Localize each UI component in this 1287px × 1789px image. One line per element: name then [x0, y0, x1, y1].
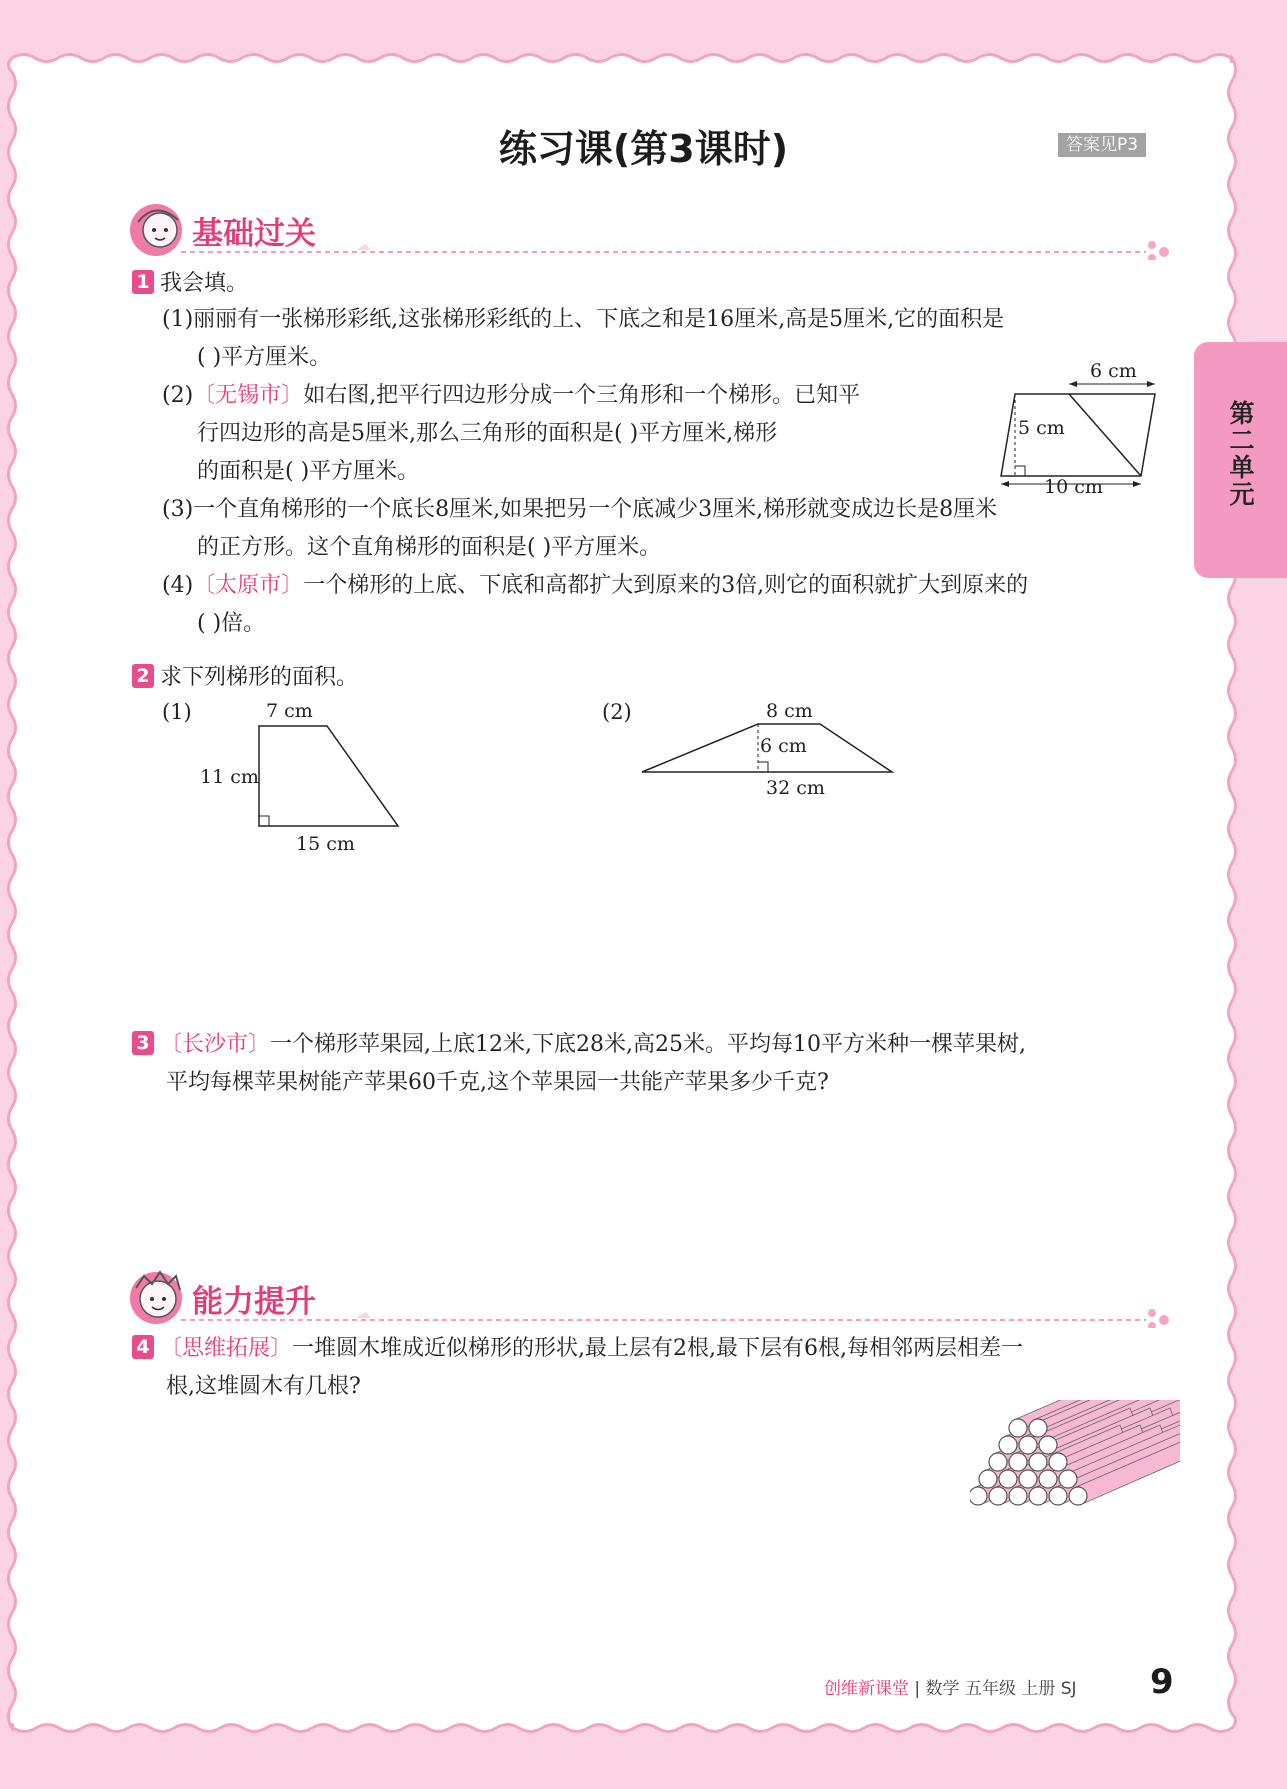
q1-part1-line1: (1)丽丽有一张梯形彩纸,这张梯形彩纸的上、下底之和是16厘米,高是5厘米,它的面积是 — [162, 307, 1005, 332]
log-end — [1049, 1487, 1067, 1505]
question-3-line2: 平均每棵苹果树能产苹果60千克,这个苹果园一共能产苹果多少千克? — [166, 1070, 829, 1095]
log-end — [1019, 1436, 1037, 1454]
q1-part4-prefix: (4) — [162, 573, 194, 598]
log-end — [1009, 1487, 1027, 1505]
log-end — [970, 1487, 987, 1505]
question-4-line1 — [132, 1330, 1023, 1368]
log-end — [1029, 1419, 1047, 1437]
region-tag: 〔无锡市〕 — [193, 383, 304, 408]
q1-part2-line3: 的面积是( )平方厘米。 — [197, 459, 420, 484]
log-end — [1019, 1470, 1037, 1488]
footer-book-info — [824, 1674, 1077, 1699]
log-end — [989, 1453, 1007, 1471]
log-end — [989, 1487, 1007, 1505]
question-4-line2: 根,这堆圆木有几根? — [166, 1374, 361, 1399]
question-1-heading — [132, 266, 248, 297]
q1-part2-line1 — [162, 377, 860, 415]
log-end — [1029, 1453, 1047, 1471]
answer-reference-badge: 答案见P3 — [1058, 133, 1146, 157]
q1-part4-line2: ( )倍。 — [197, 611, 266, 636]
q2-fig1-bottom-label: 15 cm — [296, 833, 355, 855]
question-2-heading — [132, 660, 358, 691]
footer-details: | 数学 五年级 上册 SJ — [914, 1679, 1077, 1699]
q2-fig2-top-label: 8 cm — [766, 700, 813, 722]
region-tag: 〔太原市〕 — [193, 573, 304, 598]
log-end — [979, 1470, 997, 1488]
log-end — [1059, 1470, 1077, 1488]
parallelogram-top-label: 6 cm — [1090, 360, 1137, 382]
region-tag: 〔长沙市〕 — [160, 1032, 271, 1057]
q1-part3-line2: 的正方形。这个直角梯形的面积是( )平方厘米。 — [197, 535, 662, 560]
question-number-badge: 1 — [132, 270, 154, 294]
log-end — [1039, 1470, 1057, 1488]
region-tag: 〔思维拓展〕 — [160, 1336, 293, 1361]
q2-fig2-label: (2) — [602, 700, 632, 724]
log-end — [1039, 1436, 1057, 1454]
parallelogram-base-label: 10 cm — [1044, 476, 1103, 498]
q2-fig2-bottom-label: 32 cm — [766, 777, 825, 799]
q1-part3-line1: (3)一个直角梯形的一个底长8厘米,如果把另一个底减少3厘米,梯形就变成边长是8厘米 — [162, 497, 998, 522]
q1-part2-text: 如右图,把平行四边形分成一个三角形和一个梯形。已知平 — [303, 383, 861, 408]
q2-fig1-height-label: 11 cm — [200, 766, 259, 788]
question-4-text: 一堆圆木堆成近似梯形的形状,最上层有2根,最下层有6根,每相邻两层相差一 — [292, 1336, 1023, 1361]
question-3-line1 — [132, 1026, 1026, 1064]
footer-brand: 创维新课堂 — [824, 1679, 909, 1699]
log-end — [999, 1470, 1017, 1488]
question-number-badge: 2 — [132, 664, 154, 688]
section-title-basic: 基础过关 — [192, 216, 316, 252]
q2-fig2-height-label: 6 cm — [760, 735, 807, 757]
section-title-advanced: 能力提升 — [192, 1284, 316, 1320]
question-number-badge: 3 — [132, 1031, 154, 1055]
right-trapezoid-figure — [255, 720, 405, 830]
q2-fig1-top-label: 7 cm — [266, 700, 313, 722]
q1-part2-prefix: (2) — [162, 383, 194, 408]
log-end — [1009, 1419, 1027, 1437]
log-end — [1069, 1487, 1087, 1505]
log-end — [1029, 1487, 1047, 1505]
log-end — [999, 1436, 1017, 1454]
parallelogram-height-label: 5 cm — [1018, 417, 1065, 439]
page-number: 9 — [1150, 1662, 1174, 1702]
question-number-badge: 4 — [132, 1335, 154, 1359]
log-end — [1009, 1453, 1027, 1471]
q1-part2-line2: 行四边形的高是5厘米,那么三角形的面积是( )平方厘米,梯形 — [197, 421, 778, 446]
q1-part1-line2: ( )平方厘米。 — [197, 345, 332, 370]
question-3-text: 一个梯形苹果园,上底12米,下底28米,高25米。平均每10平方米种一棵苹果树, — [270, 1032, 1026, 1057]
log-end — [1049, 1453, 1067, 1471]
page-title: 练习课(第3课时) — [498, 127, 789, 171]
q1-part4-line1 — [162, 567, 1028, 605]
q2-fig1-label: (1) — [162, 700, 192, 724]
question-1-title: 我会填。 — [160, 271, 249, 296]
q1-part4-text: 一个梯形的上底、下底和高都扩大到原来的3倍,则它的面积就扩大到原来的 — [303, 573, 1029, 598]
question-2-title: 求下列梯形的面积。 — [160, 665, 359, 690]
unit-side-tab-label: 第二单元 — [1226, 400, 1255, 508]
log-pile-illustration — [970, 1400, 1180, 1530]
